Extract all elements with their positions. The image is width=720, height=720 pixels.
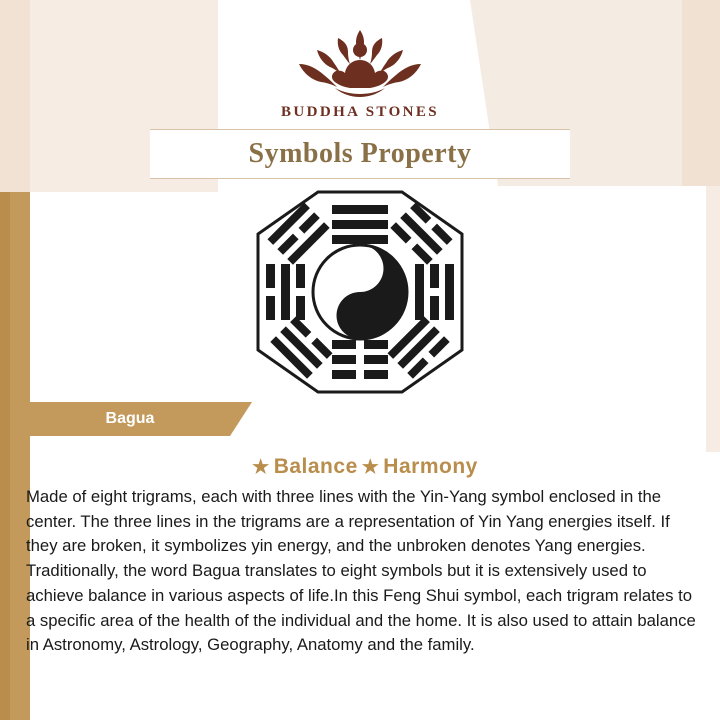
symbol-tag-notch — [230, 402, 252, 436]
star-icon-right: ★ — [361, 457, 380, 478]
bagua-symbol — [0, 186, 720, 398]
page-title: Symbols Property — [248, 138, 472, 169]
bagua-yin-yang-icon — [230, 189, 490, 395]
symbol-content — [22, 455, 704, 658]
brand-name: BUDDHA STONES — [280, 104, 440, 120]
star-icon-left: ★ — [252, 457, 270, 478]
page-title-banner — [150, 129, 570, 179]
lotus-meditation-icon — [285, 22, 435, 102]
symbol-description: Made of eight trigrams, each with three lines with the Yin-Yang symbol enclosed in the center. The three lines in the trigrams are a representation of Yin Yang energies itself. If they are broken, it symbolizes yin energy, and the unbroken denotes Yang energies. Traditionally, the word Bagua translates to eight symbols but it is extensively used to achieve balance in various aspects of life.In this Feng Shui symbol, each trigram relates to a specific area of the health of the individual and the home. It is also used to attain balance in Astronomy, Astrology, Geography, Anatomy and the family. — [26, 487, 696, 655]
symbol-keywords — [22, 455, 704, 479]
symbol-tag-label: Bagua — [105, 410, 155, 427]
keyword-harmony: Harmony — [383, 455, 478, 478]
keyword-balance: Balance — [273, 455, 358, 478]
brand-logo — [0, 22, 720, 121]
